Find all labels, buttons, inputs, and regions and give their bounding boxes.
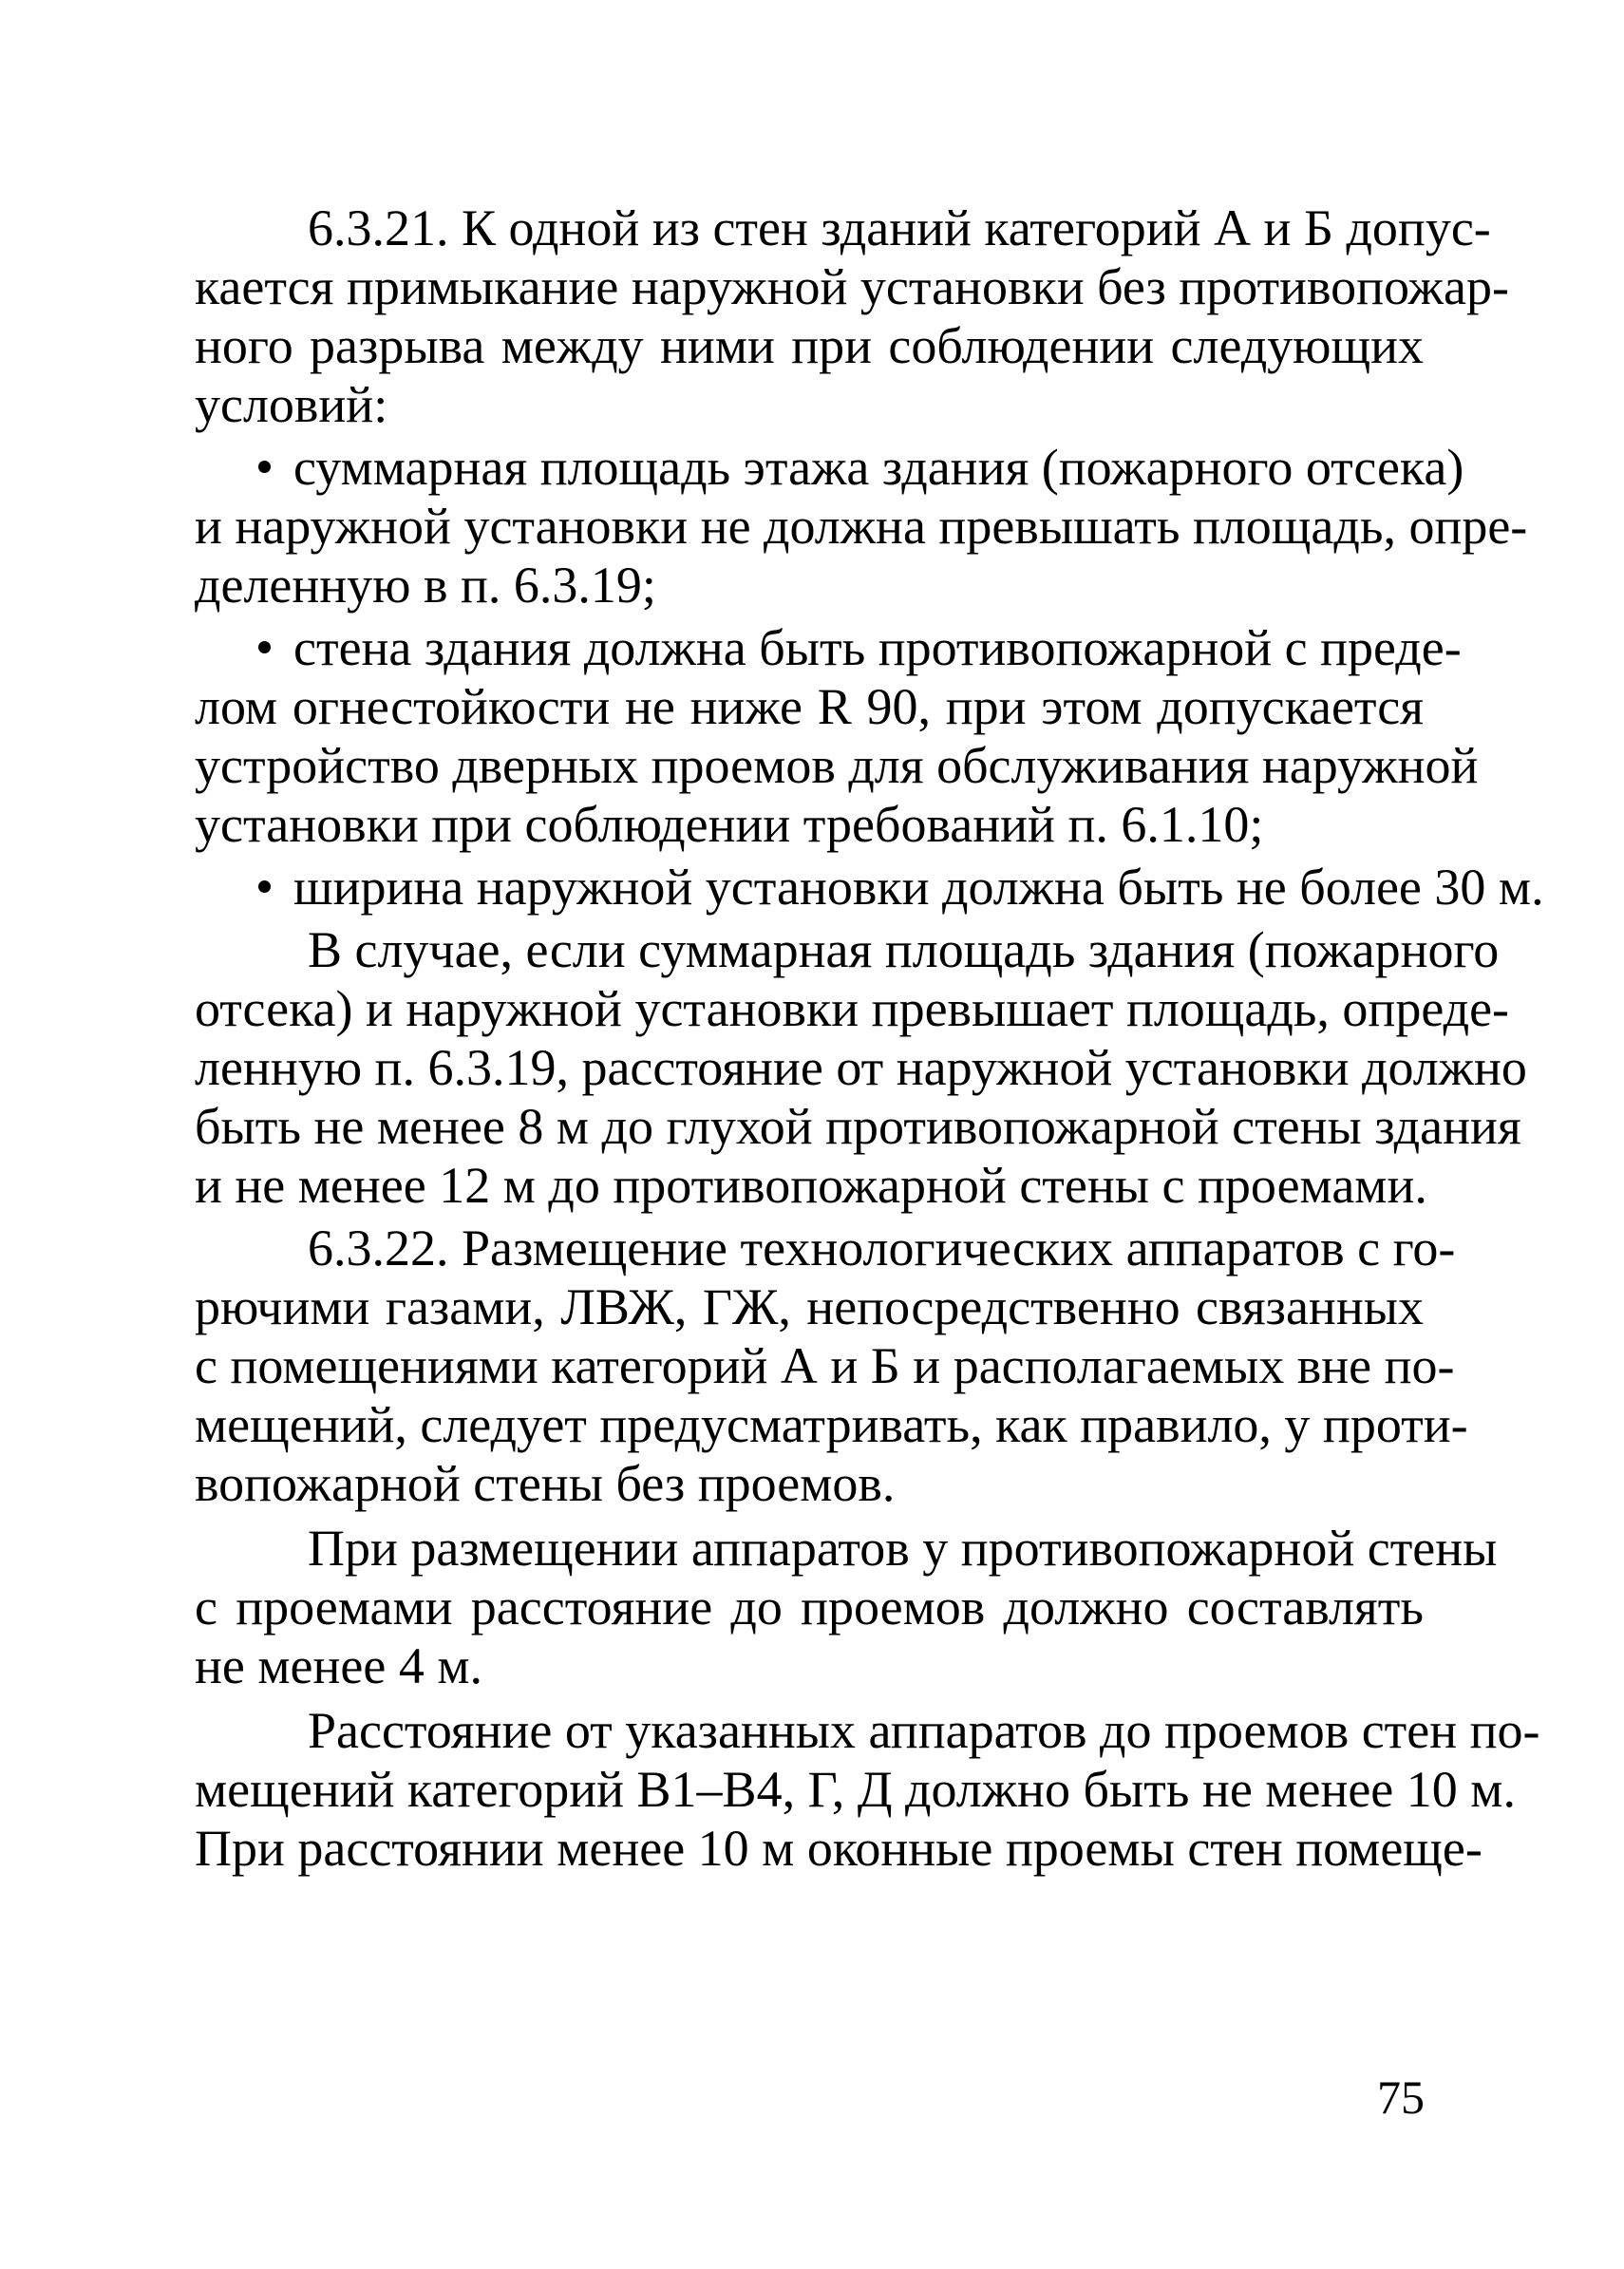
- text-line: быть не менее 8 м до глухой противопожарной стены здания: [195, 1098, 1521, 1155]
- text-line: ного разрыва между ними при соблюдении следующих: [195, 317, 1424, 374]
- text-line: устройство дверных проемов для обслуживания наружной: [195, 737, 1479, 794]
- text-line: В случае, если суммарная площадь здания (пожарного: [308, 921, 1500, 978]
- text-line: и не менее 12 м до противопожарной стены с проемами.: [195, 1157, 1427, 1214]
- text-line: кается примыкание наружной установки без противопожар-: [195, 258, 1509, 315]
- text-line: мещений, следует предусматривать, как правило, у проти-: [195, 1396, 1468, 1453]
- bullet-dot-icon: [258, 641, 271, 653]
- text-line: деленную в п. 6.3.19;: [195, 557, 656, 614]
- text-line: Расстояние от указанных аппаратов до проемов стен по-: [308, 1702, 1540, 1759]
- bullet-dot-icon: [258, 880, 271, 893]
- page-number: 75: [1377, 2070, 1425, 2124]
- text-line: установки при соблюдении требований п. 6.1.10;: [195, 796, 1264, 853]
- bullet-item: [258, 439, 1464, 498]
- bullet-text: суммарная площадь этажа здания (пожарного отсека): [293, 439, 1464, 496]
- text-line: ленную п. 6.3.19, расстояние от наружной установки должно: [195, 1039, 1527, 1096]
- bullet-item: [258, 859, 1544, 917]
- bullet-text: ширина наружной установки должна быть не более 30 м.: [293, 859, 1544, 916]
- text-line: и наружной установки не должна превышать площадь, опре-: [195, 498, 1528, 555]
- text-line: с помещениями категорий А и Б и располагаемых вне по-: [195, 1337, 1455, 1394]
- text-line: отсека) и наружной установки превышает площадь, опреде-: [195, 980, 1510, 1037]
- text-line: мещений категорий В1–В4, Г, Д должно быть не менее 10 м.: [195, 1761, 1516, 1818]
- bullet-text: стена здания должна быть противопожарной с преде-: [293, 619, 1462, 676]
- text-line: не менее 4 м.: [195, 1637, 483, 1694]
- bullet-item: [258, 619, 1462, 678]
- bullet-dot-icon: [258, 461, 271, 473]
- text-line: рючими газами, ЛВЖ, ГЖ, непосредственно связанных: [195, 1278, 1424, 1335]
- text-line: При расстоянии менее 10 м оконные проемы стен помеще-: [195, 1820, 1482, 1877]
- text-line: с проемами расстояние до проемов должно составлять: [195, 1579, 1424, 1636]
- text-line: лом огнестойкости не ниже R 90, при этом допускается: [195, 678, 1424, 735]
- text-line: 6.3.22. Размещение технологических аппаратов с го-: [308, 1220, 1456, 1276]
- text-line: условий:: [195, 376, 388, 433]
- text-line: вопожарной стены без проемов.: [195, 1455, 896, 1512]
- text-line: При размещении аппаратов у противопожарной стены: [308, 1520, 1498, 1577]
- text-line: 6.3.21. К одной из стен зданий категорий А и Б допус-: [308, 199, 1491, 256]
